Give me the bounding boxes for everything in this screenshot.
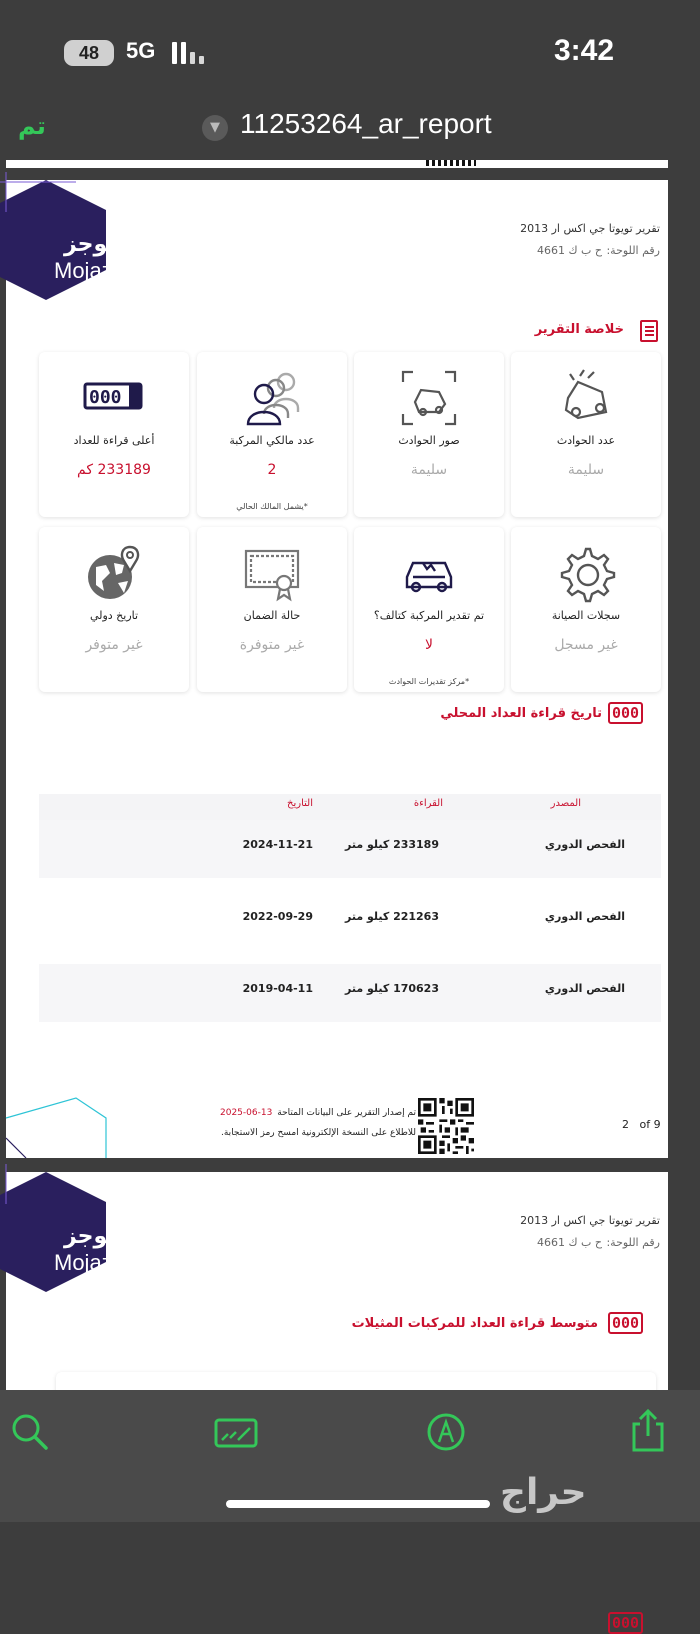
plate-label: رقم اللوحة: <box>606 1236 660 1249</box>
similar-vehicles-title: متوسط قراءة العداد للمركبات المثيلات <box>351 1316 598 1331</box>
card-owners-count <box>197 352 347 517</box>
logo-text-ar: موجز <box>64 232 121 257</box>
card-label: أعلى قراءة للعداد <box>73 434 155 447</box>
chevron-down-icon[interactable]: ▼ <box>202 115 228 141</box>
card-note: *يشمل المالك الحالي <box>236 502 308 511</box>
card-note: *مركز تقديرات الحوادث <box>388 677 470 686</box>
card-value: 233189 كم <box>77 462 151 478</box>
col-reading: القراءة <box>413 798 443 809</box>
car-crash-icon <box>556 368 616 428</box>
cell-reading: 170623 كيلو متر <box>344 982 439 995</box>
table-row <box>39 820 661 878</box>
col-source: المصدر <box>550 798 581 809</box>
table-row <box>39 964 661 1022</box>
battery-indicator: 48 <box>64 40 114 66</box>
table-header <box>39 794 661 820</box>
report-summary-icon <box>640 320 658 342</box>
page-number <box>622 1118 661 1131</box>
odometer-icon: 000 <box>608 702 643 724</box>
col-date: التاريخ <box>287 798 313 809</box>
previous-page-edge <box>6 160 668 168</box>
card-value: غير مسجل <box>554 637 618 653</box>
card-label: حالة الضمان <box>243 609 301 622</box>
home-indicator <box>226 1500 490 1508</box>
summary-title: خلاصة التقرير <box>534 322 624 337</box>
cell-date: 2024-11-21 <box>242 838 313 851</box>
odometer-icon <box>83 378 147 418</box>
cell-reading: 221263 كيلو متر <box>344 910 439 923</box>
signal-icon <box>172 42 206 64</box>
damaged-car-icon <box>399 543 459 603</box>
globe-pin-icon <box>84 543 144 603</box>
decorative-lines <box>6 1098 116 1158</box>
card-total-loss <box>354 527 504 692</box>
card-value: لا <box>425 637 433 653</box>
table-row <box>39 892 661 950</box>
qr-code <box>418 1098 474 1154</box>
odometer-table <box>39 794 661 1024</box>
cell-date: 2022-09-29 <box>242 910 313 923</box>
card-accidents-count <box>511 352 661 517</box>
document-title[interactable]: 11253264_ar_report <box>240 108 492 139</box>
card-warranty-status <box>197 527 347 692</box>
card-max-odometer <box>39 352 189 517</box>
logo-text-en: Mojaz <box>54 1250 113 1275</box>
card-label: عدد الحوادث <box>556 434 616 447</box>
owners-icon <box>242 368 306 428</box>
plate-value: ح ب ك 4661 <box>536 1236 602 1249</box>
logo-text-en: Mojaz <box>54 258 113 283</box>
odometer-history-title: تاريخ قراءة العداد المحلي <box>440 706 602 721</box>
vehicle-title: تقرير تويوتا جي اكس ار 2013 <box>520 1214 660 1227</box>
issued-date: 2025-06-13 <box>220 1108 273 1118</box>
done-button[interactable]: تم <box>18 112 46 140</box>
plate-value: ح ب ك 4661 <box>536 244 602 257</box>
card-label: تم تقدير المركبة كتالف؟ <box>373 609 485 622</box>
cell-source: الفحص الدوري <box>544 910 625 923</box>
card-maintenance-records <box>511 527 661 692</box>
card-value: غير متوفرة <box>239 637 305 653</box>
page-total: of 9 <box>639 1118 661 1131</box>
card-value: غير متوفر <box>85 637 143 653</box>
odometer-icon: 000 <box>608 1312 643 1334</box>
issued-text: تم إصدار التقرير على البيانات المتاحة <box>277 1108 416 1118</box>
cell-reading: 233189 كيلو متر <box>344 838 439 851</box>
report-page-2 <box>6 180 668 1158</box>
markup-icon[interactable] <box>426 1412 466 1452</box>
network-label: 5G <box>126 38 156 63</box>
crash-photo-icon <box>399 368 459 428</box>
card-value: سليمة <box>567 462 605 478</box>
card-label: سجلات الصيانة <box>551 609 621 622</box>
search-icon[interactable] <box>10 1412 50 1452</box>
scan-text: للاطلاع على النسخة الإلكترونية امسح رمز الاستجابة. <box>221 1128 416 1138</box>
logo-text-ar: موجز <box>64 1224 121 1249</box>
plate-label: رقم اللوحة: <box>606 244 660 257</box>
page-current: 2 <box>622 1118 629 1131</box>
card-label: عدد مالكي المركبة <box>229 434 315 447</box>
cell-source: الفحص الدوري <box>544 838 625 851</box>
gear-icon <box>556 543 616 603</box>
share-icon[interactable] <box>630 1408 666 1452</box>
card-value: 2 <box>267 462 277 478</box>
cell-date: 2019-04-11 <box>242 982 313 995</box>
cell-source: الفحص الدوري <box>544 982 625 995</box>
svg-text:000: 000 <box>89 387 122 408</box>
card-label: تاريخ دولي <box>89 609 139 622</box>
odometer-icon: 000 <box>608 1612 643 1634</box>
card-international-history <box>39 527 189 692</box>
watermark: حراج <box>500 1472 587 1513</box>
card-value: سليمة <box>410 462 448 478</box>
status-time: 3:42 <box>553 34 614 67</box>
signature-icon[interactable] <box>214 1414 260 1450</box>
status-bar <box>0 0 700 100</box>
warranty-certificate-icon <box>242 543 302 603</box>
card-label: صور الحوادث <box>398 434 460 447</box>
vehicle-title: تقرير تويوتا جي اكس ار 2013 <box>520 222 660 235</box>
card-accident-photos <box>354 352 504 517</box>
